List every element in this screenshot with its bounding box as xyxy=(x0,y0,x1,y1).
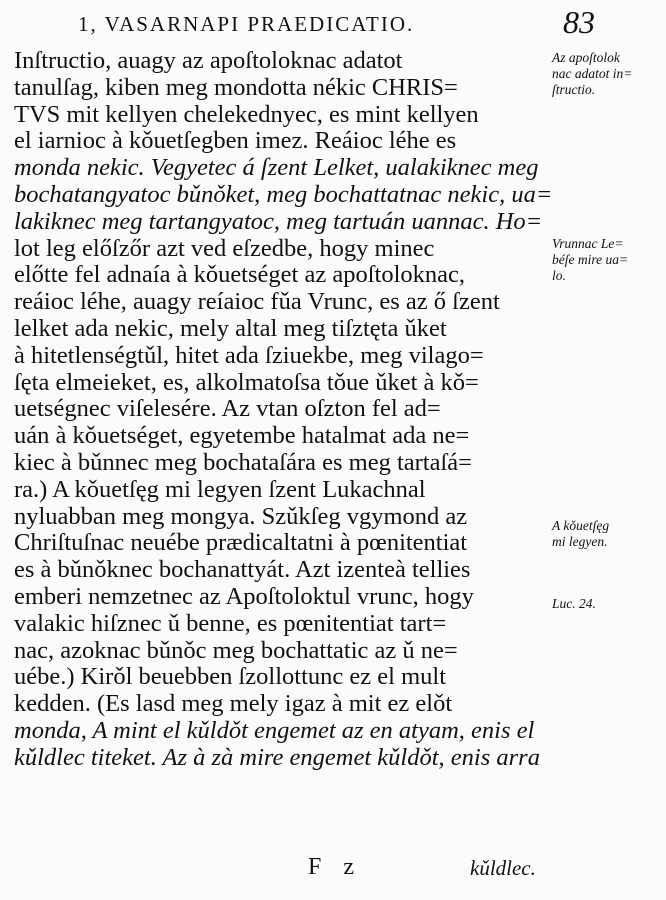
text-line: nyluabban meg mongya. Szǔkſeg vgymond az xyxy=(14,502,468,530)
text-line: Chriſtuſnac neuébe prædicaltatni à pœnitentiat xyxy=(14,529,468,557)
margin-note-line: béſe mire ua= xyxy=(552,252,629,267)
text-line: uetségnec viſelesére. Az vtan oſzton fel ad= xyxy=(14,395,441,423)
text-line: ra.) A kǒuetſęg mi legyen ſzent Lukachnal xyxy=(14,475,426,503)
text-line: kiec à bǔnnec meg bochataſára es meg tartaſá= xyxy=(14,448,472,476)
catchword: kǔldlec. xyxy=(470,856,536,880)
margin-note-instructio xyxy=(552,50,664,98)
text-line: lot leg előſzőr azt ved eſzedbe, hogy minec xyxy=(14,234,435,262)
margin-note-line: Az apoſtolok xyxy=(552,50,620,65)
text-line: uán à kǒuetséget, egyetembe hatalmat ada ne= xyxy=(14,422,470,450)
margin-note-line: nac adatot in= xyxy=(552,66,633,81)
text-line: emberi nemzetnec az Apoſtoloktul vrunc, hogy xyxy=(14,582,474,610)
margin-note-line: A kǒuetſęg xyxy=(552,518,610,533)
margin-note-line: Luc. 24. xyxy=(552,596,596,611)
running-title: 1, VASARNAPI PRAEDICATIO. xyxy=(78,12,415,36)
page-number: 83 xyxy=(563,4,595,40)
margin-note-kouetseg xyxy=(552,518,664,550)
margin-note-line: mi legyen. xyxy=(552,534,608,549)
margin-note-vrunnac xyxy=(552,236,664,284)
text-line: valakic hiſznec ǔ benne, es pœnitentiat tart= xyxy=(14,609,447,637)
text-line: kǔldlec titeket. Az à zà mire engemet kǔldǒt, enis arra xyxy=(14,743,540,771)
text-line: ſęta elmeieket, es, alkolmatoſsa tǒue ǔket à kǒ= xyxy=(14,368,479,396)
signature-mark: F z xyxy=(308,854,362,880)
text-line: tanulſag, kiben meg mondotta nékic CHRIS= xyxy=(14,73,458,101)
margin-note-luc xyxy=(552,596,664,612)
text-line: monda, A mint el kǔldǒt engemet az en atyam, enis el xyxy=(14,716,535,744)
page-footer xyxy=(0,852,666,892)
text-line: lakiknec meg tartangyatoc, meg tartuán uannac. Ho= xyxy=(14,207,543,235)
text-line: monda nekic. Vegyetec á ſzent Lelket, ualakiknec meg xyxy=(14,154,539,182)
body-text xyxy=(14,48,554,772)
text-line: kedden. (Es lasd meg mely igaz à mit ez elǒt xyxy=(14,690,453,718)
text-line: reáioc léhe, auagy reíaioc fǔa Vrunc, es az ő ſzent xyxy=(14,288,500,316)
text-line: nac, azoknac bǔnǒc meg bochattatic az ǔ ne= xyxy=(14,636,458,664)
text-line: es à bǔnǒknec bochanattyát. Azt izenteà tellies xyxy=(14,556,471,584)
text-line: előtte fel adnaía à kǒuetséget az apoſtoloknac, xyxy=(14,261,466,289)
text-line: Inſtructio, auagy az apoſtoloknac adatot xyxy=(14,47,403,74)
margin-note-line: Vrunnac Le= xyxy=(552,236,624,251)
margin-note-line: lo. xyxy=(552,268,566,283)
margin-note-line: ſtructio. xyxy=(552,82,596,97)
text-line: uébe.) Kirǒl beuebben ſzollottunc ez el mult xyxy=(14,663,447,691)
page-header xyxy=(78,4,658,44)
text-line: à hitetlenségtǔl, hitet ada ſziuekbe, meg vilago= xyxy=(14,341,484,369)
text-line: bochatangyatoc bǔnǒket, meg bochattatnac nekic, ua= xyxy=(14,180,553,208)
text-line: TVS mit kellyen chelekednyec, es mint kellyen xyxy=(14,100,479,128)
text-line: el iarnioc à kǒuetſegben imez. Reáioc léhe es xyxy=(14,127,457,155)
text-line: lelket ada nekic, mely altal meg tiſztęta ǔket xyxy=(14,314,447,342)
